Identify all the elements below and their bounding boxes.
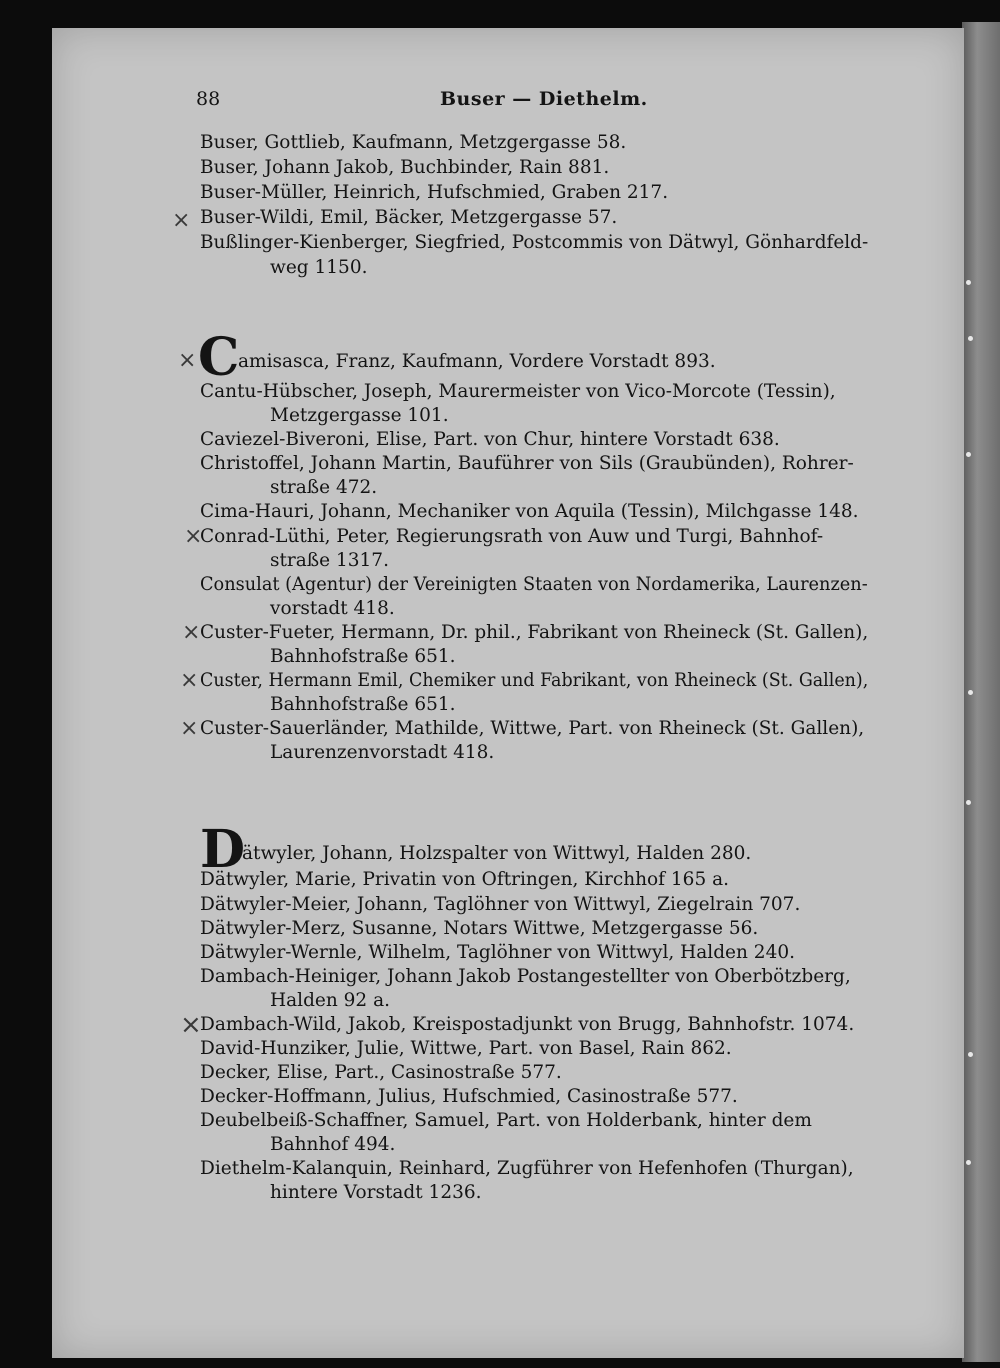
entry-line: Bußlinger-Kienberger, Siegfried, Postcommis von Dätwyl, Gönhardfeld- [200, 232, 869, 253]
section-initial-d: D [200, 819, 246, 880]
running-head: Buser — Diethelm. [440, 88, 648, 110]
entry-line: Bahnhofstraße 651. [270, 694, 456, 715]
entry-line: Dätwyler-Meier, Johann, Taglöhner von Wittwyl, Ziegelrain 707. [200, 894, 801, 915]
entry-line: vorstadt 418. [270, 598, 395, 619]
entry-line: Bahnhof 494. [270, 1134, 396, 1155]
entry-line: Cantu-Hübscher, Joseph, Maurermeister von Vico-Morcote (Tessin), [200, 381, 836, 402]
entry-line: Custer-Fueter, Hermann, Dr. phil., Fabrikant von Rheineck (St. Gallen), [200, 622, 869, 643]
entry-line: David-Hunziker, Julie, Wittwe, Part. von Basel, Rain 862. [200, 1038, 732, 1059]
entry-line: Christoffel, Johann Martin, Bauführer von Sils (Graubünden), Rohrer- [200, 453, 854, 474]
entry-line: Laurenzenvorstadt 418. [270, 742, 495, 763]
pencil-cross-mark: × [180, 1010, 202, 1040]
entry-line: Dätwyler-Wernle, Wilhelm, Taglöhner von Wittwyl, Halden 240. [200, 942, 795, 963]
entry-line: Deubelbeiß-Schaffner, Samuel, Part. von Holderbank, hinter dem [200, 1110, 812, 1131]
entry-line: ätwyler, Johann, Holzspalter von Wittwyl, Halden 280. [242, 843, 752, 864]
pencil-cross-mark: × [180, 668, 199, 693]
entry-line: Dambach-Heiniger, Johann Jakob Postangestellter von Oberbötzberg, [200, 966, 851, 987]
pencil-cross-mark: × [182, 620, 201, 645]
binding-dot [966, 280, 971, 285]
entry-line: Dätwyler, Marie, Privatin von Oftringen, Kirchhof 165 a. [200, 869, 730, 890]
entry-line: Diethelm-Kalanquin, Reinhard, Zugführer von Hefenhofen (Thurgan), [200, 1158, 854, 1179]
entry-line: Halden 92 a. [270, 990, 390, 1011]
binding-dot [968, 336, 973, 341]
entry-line: straße 472. [270, 477, 378, 498]
entry-line: Decker-Hoffmann, Julius, Hufschmied, Casinostraße 577. [200, 1086, 738, 1107]
entry-line: Consulat (Agentur) der Vereinigten Staaten von Nordamerika, Laurenzen- [200, 574, 868, 595]
entry-line: Decker, Elise, Part., Casinostraße 577. [200, 1062, 562, 1083]
entry-line: Buser, Johann Jakob, Buchbinder, Rain 881. [200, 157, 610, 178]
entry-line: amisasca, Franz, Kaufmann, Vordere Vorstadt 893. [238, 351, 716, 372]
binding-dot [966, 1160, 971, 1165]
entry-line: Buser-Müller, Heinrich, Hufschmied, Graben 217. [200, 182, 669, 203]
entry-line: Custer, Hermann Emil, Chemiker und Fabrikant, von Rheineck (St. Gallen), [200, 670, 869, 691]
entry-line: Buser, Gottlieb, Kaufmann, Metzgergasse 58. [200, 132, 627, 153]
pencil-cross-mark: × [184, 524, 203, 549]
pencil-cross-mark: × [172, 208, 191, 233]
page-number: 88 [196, 88, 221, 110]
binding-dot [968, 690, 973, 695]
entry-line: Custer-Sauerländer, Mathilde, Wittwe, Part. von Rheineck (St. Gallen), [200, 718, 865, 739]
binding-dot [966, 452, 971, 457]
entry-line: Bahnhofstraße 651. [270, 646, 456, 667]
entry-line: straße 1317. [270, 550, 389, 571]
binding-dot [968, 1052, 973, 1057]
pencil-cross-mark: × [180, 716, 199, 741]
binding-dot [966, 800, 971, 805]
entry-line: Caviezel-Biveroni, Elise, Part. von Chur, hintere Vorstadt 638. [200, 429, 780, 450]
entry-line: Buser-Wildi, Emil, Bäcker, Metzgergasse 57. [200, 207, 618, 228]
section-initial-c: C [198, 327, 240, 388]
entry-line: Metzgergasse 101. [270, 405, 449, 426]
entry-line: Dätwyler-Merz, Susanne, Notars Wittwe, Metzgergasse 56. [200, 918, 759, 939]
entry-line: Conrad-Lüthi, Peter, Regierungsrath von Auw und Turgi, Bahnhof- [200, 526, 824, 547]
entry-line: weg 1150. [270, 257, 368, 278]
entry-line: Cima-Hauri, Johann, Mechaniker von Aquila (Tessin), Milchgasse 148. [200, 501, 859, 522]
entry-line: hintere Vorstadt 1236. [270, 1182, 482, 1203]
pencil-cross-mark: × [178, 348, 197, 373]
entry-line: Dambach-Wild, Jakob, Kreispostadjunkt von Brugg, Bahnhofstr. 1074. [200, 1014, 855, 1035]
